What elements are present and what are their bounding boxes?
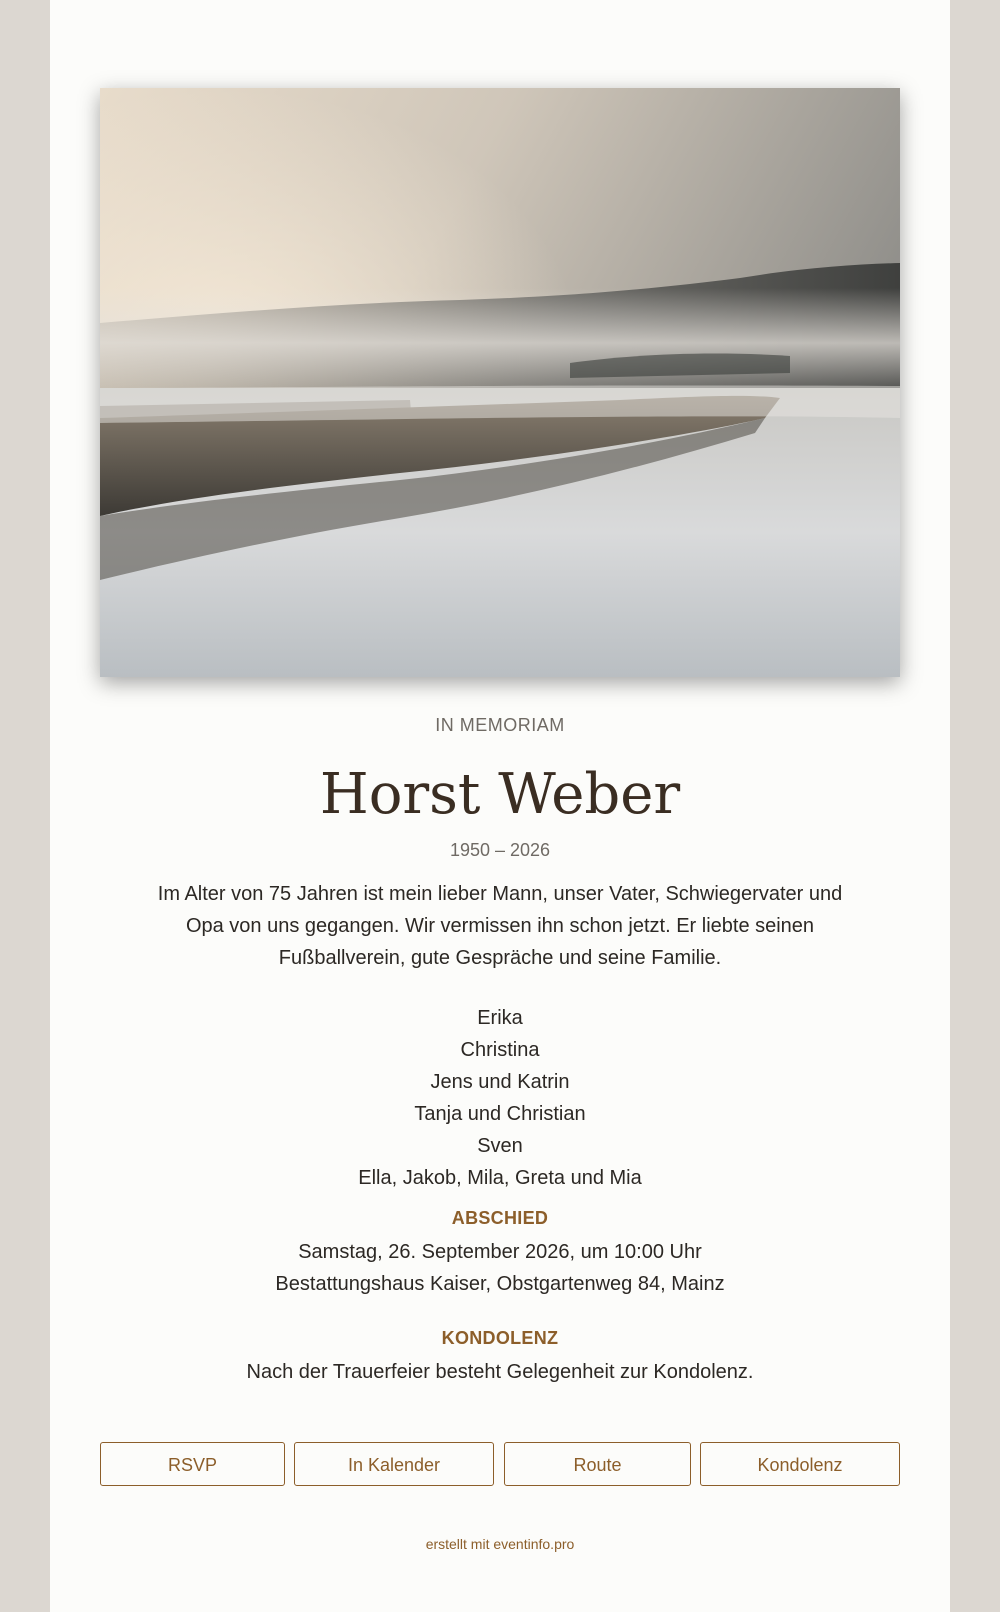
condolence-text: Nach der Trauerfeier besteht Gelegenheit zur Kondolenz. [246, 1361, 754, 1383]
add-to-calendar-button[interactable]: In Kalender [294, 1442, 494, 1486]
obituary-message [50, 878, 950, 974]
rsvp-button[interactable]: RSVP [100, 1442, 285, 1486]
footer-credit-link[interactable]: erstellt mit eventinfo.pro [425, 1536, 575, 1552]
mourner-item: Jens und Katrin [430, 1071, 570, 1093]
mourner-item: Sven [477, 1135, 523, 1157]
message-line: Fußballverein, gute Gespräche und seine Familie. [278, 947, 722, 969]
condolence-button[interactable]: Kondolenz [700, 1442, 900, 1486]
landscape-photo [100, 88, 900, 677]
mourner-item: Erika [477, 1007, 523, 1029]
memorial-card [50, 0, 950, 1612]
farewell-details [50, 1236, 950, 1300]
condolence-heading: KONDOLENZ [441, 1328, 559, 1348]
farewell-heading: ABSCHIED [451, 1208, 549, 1228]
farewell-date: Samstag, 26. September 2026, um 10:00 Uhr [298, 1241, 702, 1263]
in-memoriam-kicker: IN MEMORIAM [435, 715, 565, 735]
message-line: Opa von uns gegangen. Wir vermissen ihn schon jetzt. Er liebte seinen [185, 915, 815, 937]
route-button[interactable]: Route [504, 1442, 691, 1486]
deceased-name: Horst Weber [319, 762, 681, 827]
message-line: Im Alter von 75 Jahren ist mein lieber Mann, unser Vater, Schwiegervater und [157, 883, 843, 905]
mourner-item: Tanja und Christian [414, 1103, 586, 1125]
mourners-list [50, 1002, 950, 1194]
farewell-location: Bestattungshaus Kaiser, Obstgartenweg 84, Mainz [275, 1273, 725, 1295]
mourner-item: Christina [460, 1039, 540, 1061]
mourner-item: Ella, Jakob, Mila, Greta und Mia [358, 1167, 642, 1189]
life-years: 1950 – 2026 [449, 840, 551, 860]
